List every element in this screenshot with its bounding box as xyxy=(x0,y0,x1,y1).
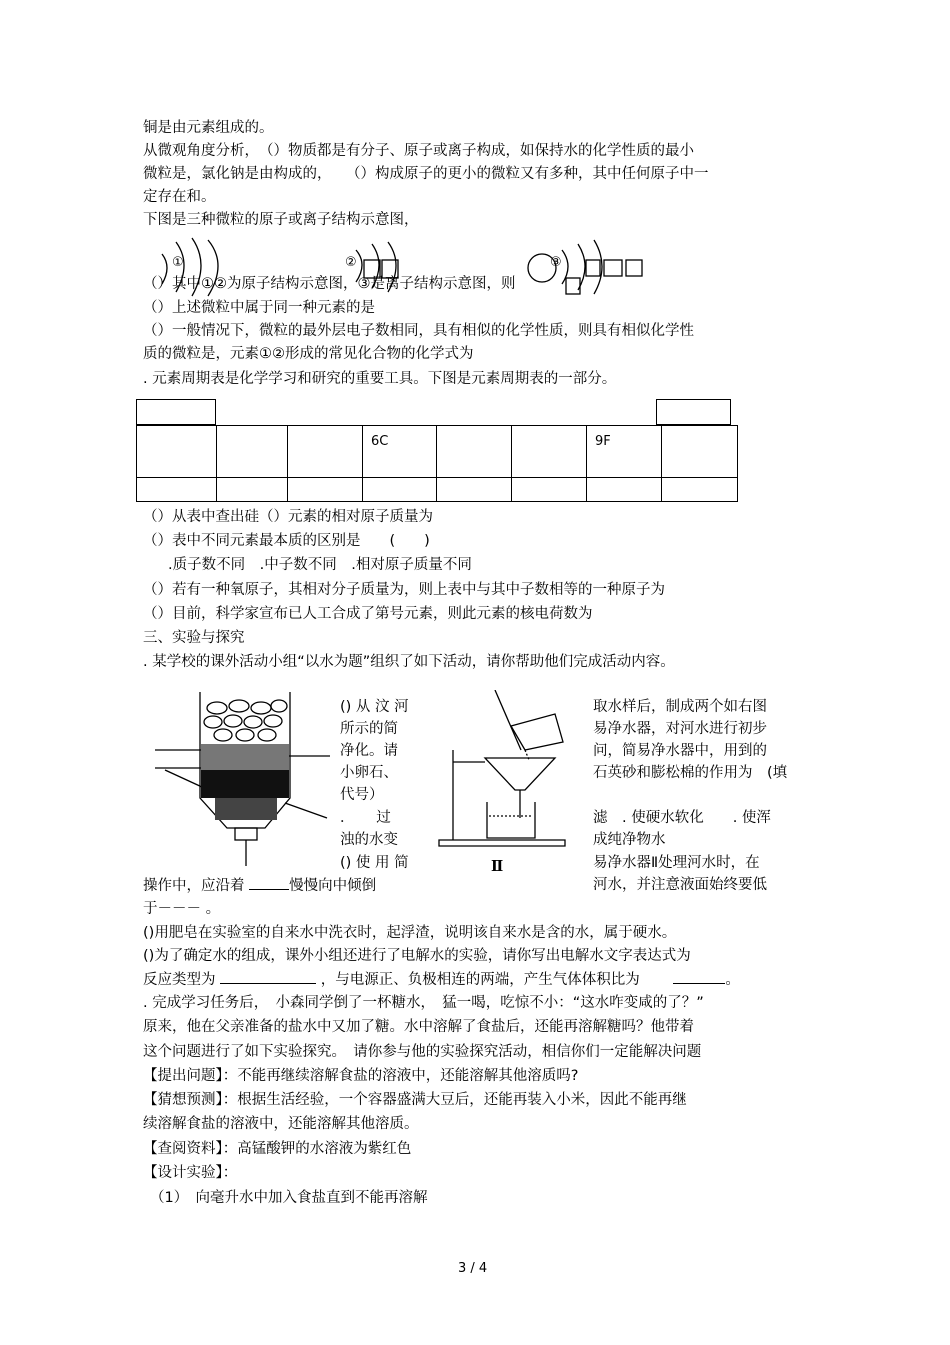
element-carbon: 6C xyxy=(371,434,389,449)
text-line: 原来，他在父亲准备的盐水中又加了糖。水中溶解了食盐后，还能再溶解糖吗？他带着 xyxy=(143,1019,694,1035)
text-line: ． 过 xyxy=(340,810,391,826)
text-line: 微粒是，氯化钠是由构成的， （）构成原子的更小的微粒又有多种，其中任何原子中一 xyxy=(143,166,709,182)
text-line: （）目前，科学家宣布已人工合成了第号元素，则此元素的核电荷数为 xyxy=(143,606,593,622)
text-fragment: 慢慢向中倾倒 xyxy=(289,878,377,894)
figure-label: Ⅱ xyxy=(491,858,504,875)
text-line: 铜是由元素组成的。 xyxy=(143,120,274,136)
filtration-apparatus-figure xyxy=(425,690,585,860)
text-line: ()用肥皂在实验室的自来水中洗衣时，起浮渣，说明该自来水是含的水，属于硬水。 xyxy=(143,925,677,941)
text-line: 从微观角度分析， （）物质都是有分子、原子或离子构成，如保持水的化学性质的最小 xyxy=(143,143,694,159)
text-line: 易净水器，对河水进行初步 xyxy=(593,721,767,737)
text-line: 【猜想预测】：根据生活经验，一个容器盛满大豆后，还能再装入小米，因此不能再继 xyxy=(143,1092,687,1108)
text-line: 质的微粒是，元素①②形成的常见化合物的化学式为 xyxy=(143,346,474,362)
text-fragment: 。 xyxy=(725,972,740,988)
text-line: （）从表中查出硅（）元素的相对原子质量为 xyxy=(143,509,433,525)
text-line: （）一般情况下，微粒的最外层电子数相同，具有相似的化学性质，则具有相似化学性 xyxy=(143,323,694,339)
text-fragment: 反应类型为 xyxy=(143,972,216,988)
answer-blank[interactable] xyxy=(249,875,289,890)
periodic-table-top-right xyxy=(656,399,731,425)
text-line: 净化。请 xyxy=(340,743,398,759)
text-line: . 元素周期表是化学学习和研究的重要工具。下图是元素周期表的一部分。 xyxy=(143,371,617,387)
text-line: 这个问题进行了如下实验探究。 请你参与他的实验探究活动，相信你们一定能解决问题 xyxy=(143,1044,702,1060)
text-line: 定存在和。 xyxy=(143,189,216,205)
answer-blank[interactable] xyxy=(673,969,725,984)
text-line: 【提出问题】：不能再继续溶解食盐的溶液中，还能溶解其他溶质吗? xyxy=(143,1068,579,1084)
page-number: 3 / 4 xyxy=(458,1261,488,1276)
text-line: 下图是三种微粒的原子或离子结构示意图， xyxy=(143,212,419,228)
text-line: ()为了确定水的组成，课外小组还进行了电解水的实验，请你写出电解水文字表达式为 xyxy=(143,948,691,964)
struct-label-2: ② xyxy=(345,255,357,270)
text-line: 续溶解食盐的溶液中，还能溶解其他溶质。 xyxy=(143,1116,419,1132)
text-line: 成纯净物水 xyxy=(593,832,666,848)
text-line: . 完成学习任务后， 小森同学倒了一杯糖水， 猛一喝，吃惊不小：“这水咋变咸的了？” xyxy=(143,995,704,1011)
struct-label-3: ③ xyxy=(550,255,562,270)
section-heading: 三、实验与探究 xyxy=(143,630,245,646)
struct-label-1: ① xyxy=(172,255,184,270)
text-line: 【设计实验】： xyxy=(143,1165,238,1181)
text-line: () 从 汶 河 xyxy=(340,699,409,715)
text-line: （）表中不同元素最本质的区别是 ( ) xyxy=(143,533,430,549)
text-line: () 使 用 简 xyxy=(340,855,409,871)
text-line: 小卵石、 xyxy=(340,765,398,781)
periodic-table-top-left xyxy=(136,399,216,425)
text-line: 代号） xyxy=(340,787,384,803)
text-line: （1） 向毫升水中加入食盐直到不能再溶解 xyxy=(150,1190,428,1206)
text-line: . 某学校的课外活动小组“以水为题”组织了如下活动，请你帮助他们完成活动内容。 xyxy=(143,654,675,670)
text-line: （）其中①②为原子结构示意图，③是离子结构示意图，则 xyxy=(143,276,516,292)
text-line: 易净水器Ⅱ处理河水时，在 xyxy=(593,855,760,871)
periodic-table xyxy=(136,425,738,502)
text-line: 【查阅资料】：高锰酸钾的水溶液为紫红色 xyxy=(143,1141,412,1157)
text-line: 取水样后，制成两个如右图 xyxy=(593,699,767,715)
text-line: （）若有一种氧原子，其相对分子质量为，则上表中与其中子数相等的一种原子为 xyxy=(143,582,665,598)
text-line: （）上述微粒中属于同一种元素的是 xyxy=(143,300,375,316)
text-line xyxy=(143,875,376,896)
water-filter-figure xyxy=(155,688,335,868)
element-fluorine: 9F xyxy=(595,434,611,449)
text-fragment: ，与电源正、负极相连的两端，产生气体体积比为 xyxy=(320,972,640,988)
text-line: 浊的水变 xyxy=(340,832,398,848)
text-line: 滤 . 使硬水软化 . 使浑 xyxy=(593,810,771,826)
text-line xyxy=(143,969,740,990)
answer-blank[interactable] xyxy=(220,969,316,984)
text-line: .质子数不同 .中子数不同 .相对原子质量不同 xyxy=(168,557,472,573)
text-fragment: 操作中，应沿着 xyxy=(143,878,245,894)
text-line: 石英砂和膨松棉的作用为 (填 xyxy=(593,765,788,781)
text-line: 河水，并注意液面始终要低 xyxy=(593,877,767,893)
text-line: 于－－－ 。 xyxy=(143,901,221,917)
text-line: 问，简易净水器中，用到的 xyxy=(593,743,767,759)
text-line: 所示的简 xyxy=(340,721,398,737)
